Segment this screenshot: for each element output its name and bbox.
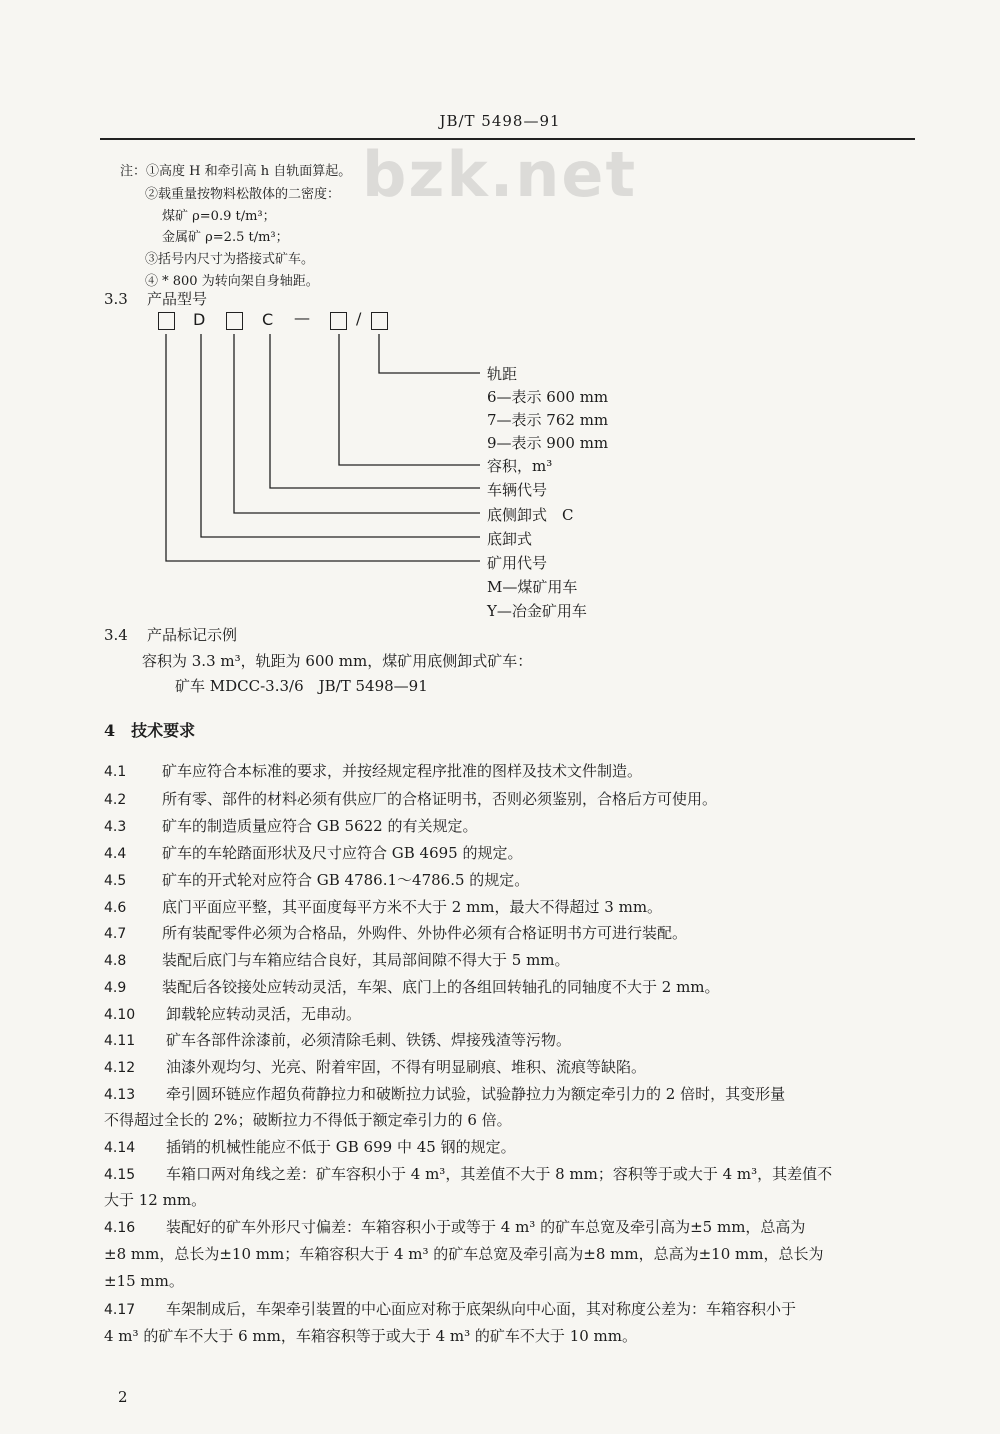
note-1: 注：①高度 H 和牵引高 h 自轨面算起。	[120, 164, 352, 179]
item-number: 4.17	[104, 1302, 136, 1318]
item-text: 底门平面应平整，其平面度每平方米不大于 2 mm，最大不得超过 3 mm。	[162, 898, 663, 916]
item-text: 矿车应符合本标准的要求，并按经规定程序批准的图样及技术文件制造。	[162, 762, 643, 780]
requirement-4-17	[104, 1298, 796, 1319]
legend-gauge-900: 9—表示 900 mm	[487, 434, 609, 452]
requirement-4-14	[104, 1136, 516, 1157]
item-text: 牵引圆环链应作超负荷静拉力和破断拉力试验，试验静拉力为额定牵引力的 2 倍时，其变形量	[166, 1085, 786, 1103]
item-text: 矿车各部件涂漆前，必须清除毛刺、铁锈、焊接残渣等污物。	[166, 1031, 572, 1049]
requirement-4-16-continuation-1: ±8 mm，总长为±10 mm；车箱容积大于 4 m³ 的矿车总宽及牵引高为±8 mm，总高为±10 mm，总长为	[104, 1245, 824, 1263]
item-number: 4.14	[104, 1140, 136, 1156]
code-slash: /	[356, 309, 362, 328]
section-3-4-line-1: 容积为 3.3 m³，轨距为 600 mm，煤矿用底侧卸式矿车：	[142, 652, 533, 670]
requirement-4-2	[104, 788, 717, 809]
note-2b: 金属矿 ρ=2.5 t/m³；	[162, 230, 289, 245]
item-number: 4.8	[104, 953, 127, 969]
legend-metallurgy-mine: Y—冶金矿用车	[487, 602, 587, 620]
requirement-4-16-continuation-2: ±15 mm。	[104, 1272, 184, 1290]
item-number: 4.15	[104, 1167, 136, 1183]
leader-mine-code	[166, 334, 480, 561]
requirement-4-17-continuation: 4 m³ 的矿车不大于 6 mm，车箱容积等于或大于 4 m³ 的矿车不大于 10 mm。	[104, 1327, 638, 1345]
legend-mine-code: 矿用代号	[487, 554, 548, 572]
requirement-4-1	[104, 760, 642, 781]
item-text: 矿车的制造质量应符合 GB 5622 的有关规定。	[162, 817, 478, 835]
item-text: 车箱口两对角线之差：矿车容积小于 4 m³，其差值不大于 8 mm；容积等于或大于 4 m³，其差值不	[166, 1165, 833, 1183]
section-3-4-number: 3.4	[104, 626, 128, 644]
item-number: 4.9	[104, 980, 127, 996]
item-text: 卸载轮应转动灵活，无串动。	[166, 1005, 362, 1023]
item-number: 4.1	[104, 764, 127, 780]
item-text: 油漆外观均匀、光亮、附着牢固，不得有明显刷痕、堆积、流痕等缺陷。	[166, 1058, 647, 1076]
requirement-4-9	[104, 976, 720, 997]
section-3-3-number: 3.3	[104, 290, 128, 308]
requirement-4-4	[104, 842, 523, 863]
requirement-4-7	[104, 922, 687, 943]
section-3-4-line-2: 矿车 MDCC-3.3/6 JB/T 5498—91	[175, 677, 428, 695]
legend-track-gauge: 轨距	[487, 365, 518, 383]
note-2a: 煤矿 ρ=0.9 t/m³；	[162, 209, 276, 224]
section-3-4-heading	[104, 624, 237, 645]
section-3-3-title: 产品型号	[146, 290, 207, 308]
requirement-4-12	[104, 1056, 646, 1077]
item-text: 装配好的矿车外形尺寸偏差：车箱容积小于或等于 4 m³ 的矿车总宽及牵引高为±5 mm，总高为	[166, 1218, 806, 1236]
legend-coal-mine: M—煤矿用车	[487, 578, 578, 596]
item-number: 4.2	[104, 792, 127, 808]
section-4-heading: 4 技术要求	[104, 721, 196, 740]
requirement-4-11	[104, 1029, 571, 1050]
code-letter-c: C	[262, 310, 274, 329]
note-2: ②载重量按物料松散体的二密度：	[145, 187, 341, 202]
requirement-4-3	[104, 815, 478, 836]
code-letter-d: D	[193, 310, 206, 329]
item-number: 4.3	[104, 819, 127, 835]
item-number: 4.12	[104, 1060, 136, 1076]
requirement-4-15	[104, 1163, 832, 1184]
note-4: ④ * 800 为转向架自身轴距。	[145, 274, 319, 289]
legend-bottom-side-dump: 底侧卸式 C	[487, 506, 574, 524]
standard-number-header: JB/T 5498—91	[439, 112, 561, 130]
watermark: bzk.net	[362, 138, 638, 211]
legend-gauge-762: 7—表示 762 mm	[487, 411, 609, 429]
item-text: 矿车的开式轮对应符合 GB 4786.1～4786.5 的规定。	[162, 871, 530, 889]
item-text: 矿车的车轮踏面形状及尺寸应符合 GB 4695 的规定。	[162, 844, 523, 862]
item-number: 4.7	[104, 926, 127, 942]
item-number: 4.5	[104, 873, 127, 889]
requirement-4-5	[104, 869, 529, 890]
requirement-4-8	[104, 949, 570, 970]
requirement-4-13-continuation: 不得超过全长的 2%；破断拉力不得低于额定牵引力的 6 倍。	[104, 1111, 512, 1129]
leader-track-gauge	[379, 334, 480, 373]
requirement-4-15-continuation: 大于 12 mm。	[104, 1191, 207, 1209]
leader-bottom-side-dump	[234, 334, 480, 513]
page-number: 2	[118, 1388, 128, 1406]
requirement-4-6	[104, 896, 662, 917]
item-text: 车架制成后，车架牵引装置的中心面应对称于底架纵向中心面，其对称度公差为：车箱容积小于	[166, 1300, 797, 1318]
item-number: 4.13	[104, 1087, 136, 1103]
item-text: 装配后底门与车箱应结合良好，其局部间隙不得大于 5 mm。	[162, 951, 570, 969]
section-3-4-title: 产品标记示例	[146, 626, 237, 644]
item-number: 4.11	[104, 1033, 136, 1049]
item-number: 4.10	[104, 1007, 136, 1023]
item-text: 所有装配零件必须为合格品，外购件、外协件必须有合格证明书方可进行装配。	[162, 924, 688, 942]
requirement-4-16	[104, 1216, 805, 1237]
note-3: ③括号内尺寸为搭接式矿车。	[145, 252, 315, 267]
leader-bottom-dump	[201, 334, 480, 537]
item-number: 4.16	[104, 1220, 136, 1236]
legend-vehicle-code: 车辆代号	[487, 481, 548, 499]
legend-bottom-dump: 底卸式	[487, 530, 533, 548]
item-number: 4.4	[104, 846, 127, 862]
leader-volume	[339, 334, 480, 465]
requirement-4-13	[104, 1083, 785, 1104]
legend-volume: 容积，m³	[487, 457, 553, 475]
item-number: 4.6	[104, 900, 127, 916]
requirement-4-10	[104, 1003, 361, 1024]
item-text: 所有零、部件的材料必须有供应厂的合格证明书，否则必须鉴别，合格后方可使用。	[162, 790, 718, 808]
item-text: 插销的机械性能应不低于 GB 699 中 45 钢的规定。	[166, 1138, 516, 1156]
item-text: 装配后各铰接处应转动灵活，车架、底门上的各组回转轴孔的同轴度不大于 2 mm。	[162, 978, 720, 996]
code-dash: —	[294, 308, 310, 327]
legend-gauge-600: 6—表示 600 mm	[487, 388, 609, 406]
